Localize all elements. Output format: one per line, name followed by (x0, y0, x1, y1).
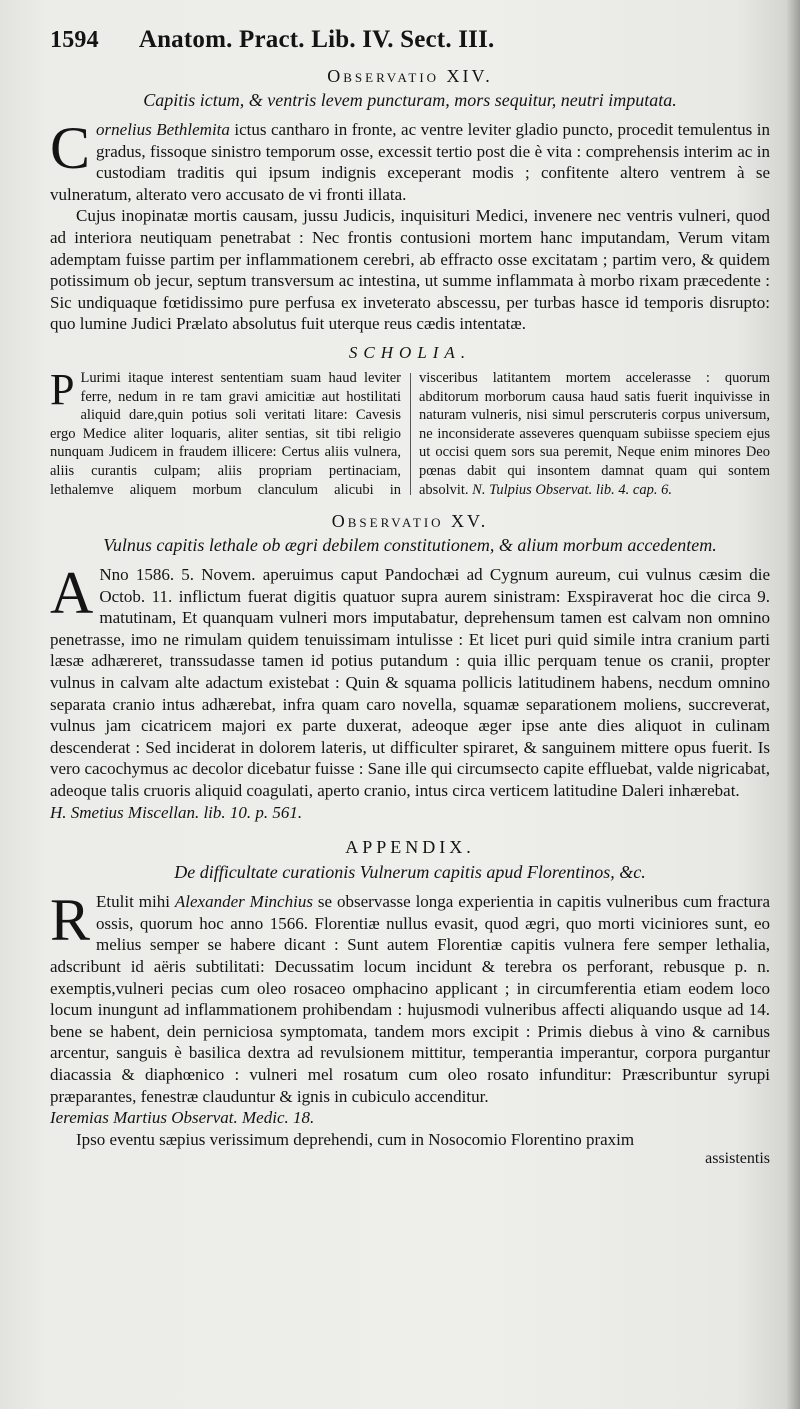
observatio-14-subheading: Capitis ictum, & ventris levem puncturam, mors sequitur, neutri imputata. (143, 90, 677, 110)
paragraph-text: Nno 1586. 5. Novem. aperuimus caput Pandochæi ad Cygnum aureum, cui vulnus cæsim die Octob. 11. inflictum fuerat digitis quatuor supra aurem sinistram: Exspiraverat hoc die circa 9. matutinam, Et quanquam vulneri mors imputabatur, deprehensum tamen est calvam non omnino penetrasse, imo ne rimulam quidem tenuissimam intulisse : Et licet puri quid simile intra cranium parti læsæ adhæreret, transsudasse tamen id potius putandum : quia illic perquam tenue os cranii, propter vulnus in calvam alte adactum existebat : Quin & squama pollicis latitudinem habens, necdum omnino separata cranio intus adhærebat, infra quam caro novella, squamæ separationem moliens, succreverat, vulnus jam cicatricem majori ex parte duxerat, adeoque æger ipse ante dies aliquot in culinam descenderat : Sed inciderat in dolorem lateris, ut difficulter spiraret, & sanguinem mittere opus fuerit. Is vero cacochymus ac decolor dicebatur fuisse : Sane ille qui circumsecto capite effluebat, valde nigricabat, adeoque talis cruoris aliquid coagulati, aperto cranio, intus circa verticem latitudine Daleri inhærebat. (50, 565, 770, 801)
observatio-14-heading: Observatio XIV. (327, 66, 493, 86)
observatio-14-paragraph-1 (50, 115, 770, 205)
person-name: ornelius Bethlemita (96, 120, 230, 139)
dropcap-c: C (50, 115, 91, 181)
appendix-paragraph (50, 887, 770, 1107)
scholia-heading: SCHOLIA. (348, 342, 472, 362)
page-spine-shadow (786, 0, 800, 1409)
dropcap-a: A (50, 560, 94, 627)
running-title: Anatom. Pract. Lib. IV. Sect. III. (138, 26, 495, 53)
observatio-15-citation: H. Smetius Miscellan. lib. 10. p. 561. (50, 802, 303, 822)
paragraph-text: ictus cantharo in fronte, ac ventre leviter gladio puncto, procedit temulentus in gradus, fissoque sinistro temporum osse, excessit tertio post die è vita : comprehensis interim ac in custodiam traditis qui ipsum indignis exceperant modis ; confitente altero ventrem à se vulneratum, alterato vero accusato de vi fronti illata. (50, 120, 770, 204)
appendix-final-line: Ipso eventu sæpius verissimum deprehendi, cum in Nosocomio Florentino praxim (76, 1129, 635, 1149)
scholia-two-column-text (50, 364, 770, 499)
catchword: assistentis (705, 1150, 770, 1168)
observatio-14-paragraph-2: Cujus inopinatæ mortis causam, jussu Judicis, inquisituri Medici, invenere nec ventris vulneri, quod ad interiora neutiquam penetrabat : Nec frontis contusioni mortem hanc imputandam, Verum vitam ademptam fuisse partim per inflammationem cerebri, ab effracto osse excitatam ; partim vero, & quidem potissimum ob jecur, septum transversum ac intestina, ut summe inflammata à morbo rixam præcedente : Sic undiquaque fœtidissimo pure perfusa ex inveterato abscessu, per turbas hasce id temporis disrupto: quo lumine Judici Prælato absolutus fuit uterque reus cædis intentatæ. (50, 206, 770, 334)
appendix-citation: Ieremias Martius Observat. Medic. 18. (50, 1108, 315, 1128)
scholia-citation: N. Tulpius Observat. lib. 4. cap. 6. (472, 481, 672, 498)
observatio-15-heading: Observatio XV. (331, 511, 489, 532)
appendix-subheading: De difficultate curationis Vulnerum capitis apud Florentinos, &c. (174, 862, 646, 883)
dropcap-p: P (50, 364, 75, 414)
running-head (50, 26, 770, 62)
dropcap-r: R (50, 887, 91, 954)
paragraph-start: Etulit mihi (96, 892, 175, 912)
paragraph-text: se observasse longa experientia in capitis vulneribus cum fractura ossis, quorum hoc anno 1566. Florentiæ nullus evasit, quod ægri, quo morti viciniores sunt, eo melius semper se habere dicant : Sunt autem Florentiæ capitis vulnera fere semper lethalia, adscribunt id aëris subtilitati: Decussatim locum incidunt & terebra os perforant, rebusque p. n. exemptis,vulneri pecias cum oleo rosaceo omphacino applicant ; in circumferentia etiam eodem loco locum inungunt ad inflammationem prohibendam : hujusmodi vulneribus affecti aliquando usque ad 14. bene se habent, dein perniciosa symptomata, tandem mors excipit : Primis diebus à vino & carnibus arcentur, sanguis è basilica dextra ad revulsionem mittitur, temperantia imperantur, corpora purgantur diacassia & diaphœnico : vulneri mel rosatum cum oleo rosato infunditur: Præscribuntur syrupi præparantes, fenestræ clauduntur & ignis in cubiculo accenditur. (50, 892, 770, 1106)
observatio-15-paragraph (50, 560, 770, 802)
scholia-text: Lurimi itaque interest sententiam suam haud leviter ferre, nedum in re tam gravi amicitiæ aut hostilitati aliquid dare,quin potius soli veritati litare: Cavesis ergo Medice aliter loquaris, aliter sentias, sit tibi religio nunquam Judicem in fraudem illicere: Certus aliis vulnera, aliis curantis culpam; aliis propriam pertinaciam, lethalemve aliquem morbum clanculum alicubi in visceribus latitantem mortem accelerasse : quorum abditorum morborum causa haud satis fuerit inquivisse in naturam vulneris, nisi simul perscruteris corpus universum, ne inconsiderate asseveres quenquam subiisse speciem ejus ut occisi quem sors sua peremit, Neque enim minores Deo pœnas dabit qui insontem damnat quam qui sontem absolvit. (50, 369, 770, 498)
appendix-heading: APPENDIX. (345, 837, 475, 858)
person-name: Alexander Minchius (174, 892, 313, 912)
page-number: 1594 (50, 27, 99, 53)
observatio-15-subheading: Vulnus capitis lethale ob ægri debilem constitutionem, & alium morbum accedentem. (103, 535, 717, 556)
